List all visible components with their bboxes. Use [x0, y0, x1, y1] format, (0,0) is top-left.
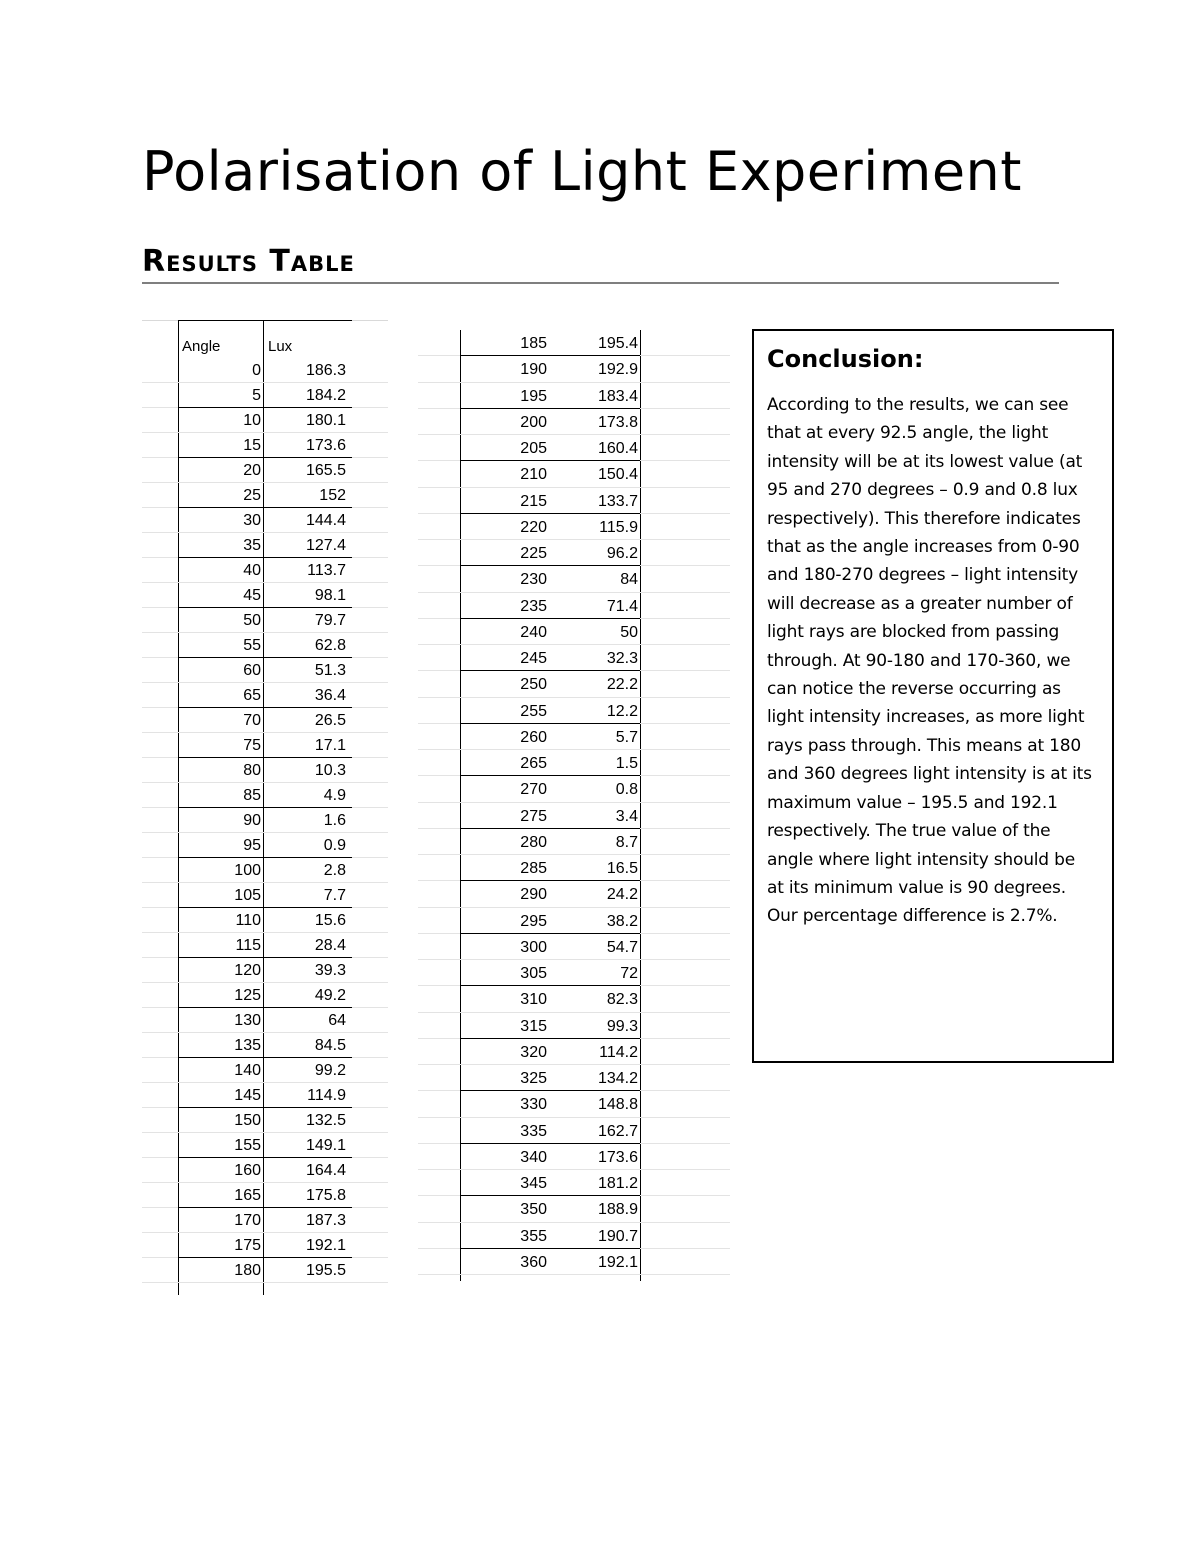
lux-cell: 181.2: [597, 1175, 638, 1192]
lux-cell: 195.5: [305, 1262, 346, 1279]
table-row: [142, 383, 388, 408]
angle-cell: 220: [520, 518, 547, 536]
table-row: [418, 383, 730, 409]
table-row: [418, 435, 730, 461]
angle-cell: 65: [243, 687, 261, 704]
table-row: [418, 803, 730, 829]
angle-cell: 175: [234, 1237, 261, 1254]
table-row: [418, 1013, 730, 1039]
lux-cell: 175.8: [305, 1187, 346, 1204]
conclusion-box: [752, 329, 1114, 1063]
table-row: [418, 1249, 730, 1275]
table-row: [142, 833, 388, 858]
table-row: [418, 776, 730, 802]
angle-cell: 55: [243, 637, 261, 654]
angle-cell: 260: [520, 728, 547, 746]
angle-cell: 165: [234, 1187, 261, 1204]
angle-cell: 330: [520, 1096, 547, 1114]
angle-cell: 335: [520, 1122, 547, 1140]
lux-cell: 98.1: [314, 587, 346, 604]
angle-cell: 355: [520, 1227, 547, 1245]
angle-cell: 325: [520, 1070, 547, 1087]
lux-cell: 173.6: [597, 1148, 638, 1166]
table-row: [418, 1170, 730, 1196]
lux-cell: 38.2: [606, 912, 638, 930]
lux-cell: 164.4: [305, 1162, 346, 1179]
lux-cell: 4.9: [323, 787, 346, 804]
table-row: [142, 508, 388, 533]
table-row: [418, 356, 730, 382]
lux-cell: 84.5: [314, 1037, 346, 1054]
table-row: [418, 593, 730, 619]
angle-cell: 265: [520, 755, 547, 772]
gridline: [142, 1282, 388, 1283]
table-row: [142, 1183, 388, 1208]
table-row: [418, 855, 730, 881]
results-table-left: [142, 320, 388, 1283]
table-row: [142, 933, 388, 958]
angle-cell: 295: [520, 912, 547, 930]
table-row: [418, 1196, 730, 1222]
angle-cell: 310: [520, 991, 547, 1009]
conclusion-line: that at every 92.5 angle, the light: [767, 423, 1049, 444]
angle-cell: 340: [520, 1148, 547, 1166]
table-row: [142, 883, 388, 908]
angle-cell: 80: [243, 762, 261, 779]
conclusion-line: maximum value – 195.5 and 192.1: [767, 792, 1058, 813]
conclusion-text: [767, 391, 1100, 931]
table-row: [142, 1058, 388, 1083]
lux-cell: 71.4: [606, 597, 638, 615]
table-row: [142, 583, 388, 608]
lux-cell: 16.5: [606, 860, 638, 877]
lux-cell: 190.7: [597, 1227, 638, 1245]
angle-cell: 35: [243, 537, 261, 554]
table-row: [418, 908, 730, 934]
lux-cell: 32.3: [606, 650, 638, 667]
angle-cell: 315: [520, 1017, 547, 1035]
conclusion-line: through. At 90-180 and 170-360, we: [767, 650, 1071, 671]
angle-cell: 145: [234, 1087, 261, 1104]
lux-cell: 183.4: [597, 387, 638, 405]
table-row: [142, 683, 388, 708]
angle-cell: 20: [243, 462, 261, 479]
angle-cell: 125: [234, 987, 261, 1004]
angle-cell: 200: [520, 413, 547, 431]
lux-cell: 10.3: [314, 762, 346, 779]
table-row: [142, 658, 388, 683]
angle-cell: 195: [520, 387, 547, 405]
lux-cell: 0.8: [615, 781, 638, 799]
lux-cell: 5.7: [615, 728, 638, 746]
lux-cell: 0.9: [323, 837, 346, 854]
lux-cell: 192.1: [305, 1237, 346, 1254]
lux-cell: 72: [620, 965, 638, 982]
conclusion-line: respectively). This therefore indicates: [767, 508, 1081, 529]
lux-cell: 50: [620, 623, 638, 641]
lux-cell: 15.6: [314, 912, 346, 929]
lux-cell: 160.4: [597, 440, 638, 457]
lux-cell: 82.3: [606, 991, 638, 1009]
section-divider: [142, 282, 1059, 284]
lux-cell: 84: [620, 571, 638, 589]
lux-cell: 127.4: [305, 537, 346, 554]
table-row: [418, 1118, 730, 1144]
angle-cell: 345: [520, 1175, 547, 1192]
table-row: [142, 983, 388, 1008]
table-row: [142, 1033, 388, 1058]
lux-cell: 8.7: [615, 833, 638, 851]
table-row: [418, 619, 730, 645]
lux-cell: 36.4: [314, 687, 346, 704]
angle-cell: 25: [243, 487, 261, 504]
angle-cell: 190: [520, 361, 547, 379]
angle-cell: 245: [520, 650, 547, 667]
table-row: [418, 1144, 730, 1170]
table-row: [418, 934, 730, 960]
table-row: [418, 829, 730, 855]
lux-cell: 79.7: [314, 612, 346, 629]
table-row: [142, 1008, 388, 1033]
angle-cell: 360: [520, 1253, 547, 1271]
table-row: [142, 1258, 388, 1283]
lux-cell: 186.3: [305, 362, 346, 379]
table-row: [418, 514, 730, 540]
conclusion-line: that as the angle increases from 0-90: [767, 537, 1080, 558]
table-row: [142, 633, 388, 658]
table-row: [142, 558, 388, 583]
lux-cell: 28.4: [314, 937, 346, 954]
conclusion-line: 95 and 270 degrees – 0.9 and 0.8 lux: [767, 480, 1078, 501]
angle-cell: 290: [520, 886, 547, 904]
lux-cell: 24.2: [606, 886, 638, 904]
angle-cell: 275: [520, 807, 547, 825]
lux-cell: 99.3: [606, 1017, 638, 1035]
table-row: [142, 1108, 388, 1133]
lux-cell: 62.8: [314, 637, 346, 654]
angle-cell: 305: [520, 965, 547, 982]
lux-cell: 1.5: [615, 755, 638, 772]
angle-cell: 40: [243, 562, 261, 579]
conclusion-title: Conclusion:: [767, 345, 924, 373]
angle-cell: 105: [234, 887, 261, 904]
table-row: [418, 986, 730, 1012]
table-row: [418, 750, 730, 776]
table-row: [418, 881, 730, 907]
lux-cell: 188.9: [597, 1201, 638, 1219]
angle-cell: 130: [234, 1012, 261, 1029]
table-row: [142, 1158, 388, 1183]
lux-cell: 184.2: [305, 387, 346, 404]
table-row: [418, 960, 730, 986]
table-row: [142, 1083, 388, 1108]
angle-cell: 230: [520, 571, 547, 589]
angle-cell: 240: [520, 623, 547, 641]
table-row: [142, 808, 388, 833]
angle-cell: 0: [252, 362, 261, 379]
conclusion-line: rays pass through. This means at 180: [767, 735, 1082, 756]
conclusion-line: angle where light intensity should be: [767, 849, 1075, 870]
angle-cell: 50: [243, 612, 261, 629]
angle-cell: 115: [235, 937, 261, 954]
table-row: [142, 733, 388, 758]
angle-cell: 155: [234, 1137, 261, 1154]
lux-cell: 165.5: [305, 462, 346, 479]
table-row: [418, 330, 730, 356]
page-title: Polarisation of Light Experiment: [142, 140, 1022, 203]
lux-cell: 96.2: [606, 545, 638, 562]
lux-cell: 144.4: [305, 512, 346, 529]
angle-cell: 140: [234, 1062, 261, 1079]
conclusion-line: Our percentage difference is 2.7%.: [767, 906, 1058, 927]
table-row: [142, 358, 388, 383]
angle-cell: 320: [520, 1043, 547, 1061]
lux-cell: 12.2: [606, 702, 638, 720]
angle-cell: 255: [520, 702, 547, 720]
lux-cell: 134.2: [597, 1070, 638, 1087]
table-row: [418, 1091, 730, 1117]
lux-cell: 187.3: [305, 1212, 346, 1229]
table-row: [142, 758, 388, 783]
table-row: [142, 1133, 388, 1158]
table-row: [418, 566, 730, 592]
table-row: [142, 608, 388, 633]
lux-cell: 1.6: [323, 812, 346, 829]
lux-cell: 99.2: [314, 1062, 346, 1079]
angle-cell: 350: [520, 1201, 547, 1219]
angle-cell: 60: [243, 662, 261, 679]
lux-cell: 49.2: [314, 987, 346, 1004]
lux-cell: 192.1: [597, 1253, 638, 1271]
table-row: [142, 708, 388, 733]
angle-cell: 85: [243, 787, 261, 804]
table-row: [142, 958, 388, 983]
lux-cell: 26.5: [314, 712, 346, 729]
lux-cell: 115.9: [599, 518, 638, 536]
section-heading: Results Table: [142, 244, 355, 279]
lux-cell: 152: [319, 487, 346, 504]
angle-cell: 150: [234, 1112, 261, 1129]
angle-cell: 205: [520, 440, 547, 457]
lux-cell: 132.5: [305, 1112, 346, 1129]
conclusion-line: intensity will be at its lowest value (at: [767, 451, 1083, 472]
table-row: [142, 408, 388, 433]
angle-cell: 110: [235, 912, 261, 929]
lux-cell: 54.7: [606, 938, 638, 956]
table-row: [418, 1065, 730, 1091]
table-row: [142, 483, 388, 508]
angle-cell: 120: [234, 962, 261, 979]
angle-cell: 75: [243, 737, 261, 754]
table-row: [418, 724, 730, 750]
angle-cell: 30: [243, 512, 261, 529]
table-row: [142, 433, 388, 458]
angle-cell: 135: [234, 1037, 261, 1054]
conclusion-line: can notice the reverse occurring as: [767, 679, 1061, 700]
angle-cell: 70: [243, 712, 261, 729]
header-top-border: [178, 320, 352, 321]
lux-cell: 195.4: [597, 335, 638, 352]
angle-cell: 95: [243, 837, 261, 854]
lux-cell: 17.1: [314, 737, 346, 754]
table-row: [142, 858, 388, 883]
lux-cell: 133.7: [597, 492, 638, 510]
angle-cell: 280: [520, 833, 547, 851]
table-row: [418, 1039, 730, 1065]
angle-cell: 250: [520, 676, 547, 694]
angle-column-header: Angle: [182, 338, 221, 355]
angle-cell: 215: [520, 492, 547, 510]
angle-cell: 100: [234, 862, 261, 879]
table-row: [142, 1233, 388, 1258]
table-row: [418, 1223, 730, 1249]
conclusion-line: According to the results, we can see: [767, 395, 1069, 415]
conclusion-line: will decrease as a greater number of: [767, 593, 1073, 614]
lux-cell: 173.6: [305, 437, 346, 454]
angle-cell: 210: [520, 466, 547, 484]
conclusion-line: light intensity increases, as more light: [767, 707, 1085, 728]
angle-cell: 300: [520, 938, 547, 956]
lux-cell: 113.7: [307, 562, 346, 579]
angle-cell: 160: [234, 1162, 261, 1179]
lux-cell: 51.3: [314, 662, 346, 679]
table-row: [142, 783, 388, 808]
lux-column-header: Lux: [268, 338, 293, 355]
lux-cell: 114.9: [307, 1087, 346, 1104]
lux-cell: 64: [328, 1012, 346, 1029]
lux-cell: 149.1: [305, 1137, 346, 1154]
angle-cell: 45: [243, 587, 261, 604]
lux-cell: 22.2: [606, 676, 638, 694]
left-table-rows: [142, 358, 388, 1283]
table-row: [142, 1208, 388, 1233]
lux-cell: 39.3: [314, 962, 346, 979]
angle-cell: 10: [243, 412, 261, 429]
table-row: [418, 540, 730, 566]
results-table-right: [418, 330, 730, 1275]
table-row: [418, 698, 730, 724]
angle-cell: 180: [234, 1262, 261, 1279]
angle-cell: 235: [520, 597, 547, 615]
lux-cell: 7.7: [323, 887, 346, 904]
right-table-rows: [418, 330, 730, 1275]
conclusion-line: light rays are blocked from passing: [767, 622, 1060, 643]
table-row: [418, 461, 730, 487]
angle-cell: 185: [520, 335, 547, 352]
table-row: [418, 488, 730, 514]
angle-cell: 15: [243, 437, 261, 454]
lux-cell: 192.9: [597, 361, 638, 379]
angle-cell: 170: [234, 1212, 261, 1229]
angle-cell: 90: [243, 812, 261, 829]
lux-cell: 114.2: [599, 1043, 638, 1061]
conclusion-line: and 360 degrees light intensity is at its: [767, 764, 1092, 785]
conclusion-line: and 180-270 degrees – light intensity: [767, 565, 1078, 586]
conclusion-line: at its minimum value is 90 degrees.: [767, 877, 1066, 898]
gridline: [418, 1274, 730, 1275]
lux-cell: 173.8: [597, 413, 638, 431]
lux-cell: 150.4: [597, 466, 638, 484]
table-row: [142, 533, 388, 558]
angle-cell: 5: [252, 387, 261, 404]
angle-cell: 270: [520, 781, 547, 799]
angle-cell: 285: [520, 860, 547, 877]
lux-cell: 180.1: [305, 412, 346, 429]
table-row: [418, 671, 730, 697]
angle-cell: 225: [520, 545, 547, 562]
table-row: [142, 908, 388, 933]
lux-cell: 148.8: [597, 1096, 638, 1114]
lux-cell: 162.7: [597, 1122, 638, 1140]
table-row: [142, 458, 388, 483]
lux-cell: 2.8: [323, 862, 346, 879]
lux-cell: 3.4: [615, 807, 638, 825]
conclusion-line: respectively. The true value of the: [767, 821, 1051, 842]
table-row: [418, 409, 730, 435]
table-row: [418, 645, 730, 671]
